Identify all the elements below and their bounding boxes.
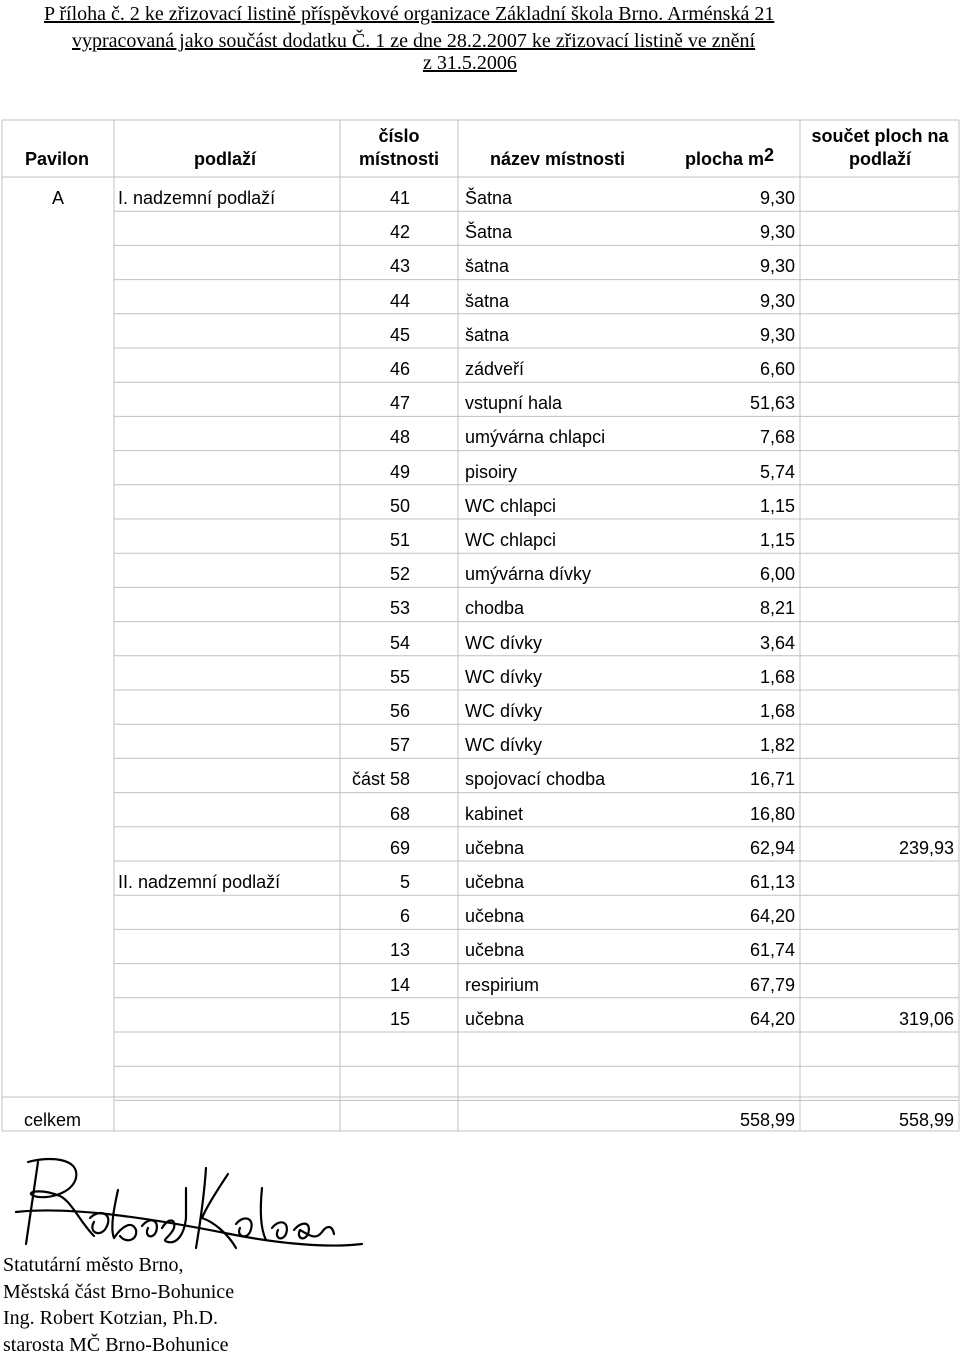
room-area: 61,74	[680, 939, 795, 961]
room-area: 1,68	[680, 666, 795, 688]
room-number: část 58	[300, 768, 410, 790]
room-number: 55	[300, 666, 410, 688]
room-name: chodba	[465, 597, 524, 619]
title-line-2: vypracovaná jako součást dodatku Č. 1 ze dne 28.2.2007 ke zřizovací listině ve znění	[72, 28, 755, 55]
room-number: 54	[300, 632, 410, 654]
room-number: 41	[300, 187, 410, 209]
room-name: zádveří	[465, 358, 524, 380]
room-name: umývárna chlapci	[465, 426, 605, 448]
footer-line-3: Ing. Robert Kotzian, Ph.D.	[3, 1305, 234, 1332]
room-number: 69	[300, 837, 410, 859]
room-area: 9,30	[680, 187, 795, 209]
floor-name: II. nadzemní podlaží	[118, 871, 280, 893]
room-name: respirium	[465, 974, 539, 996]
room-number: 49	[300, 461, 410, 483]
title-line-1: P říloha č. 2 ke zřizovací listině příspěvkové organizace Základní škola Brno. Arménská 21	[44, 1, 774, 28]
room-name: Šatna	[465, 221, 512, 243]
room-number: 44	[300, 290, 410, 312]
header-nazev: název místnosti	[490, 148, 625, 170]
room-name: šatna	[465, 255, 509, 277]
room-name: spojovací chodba	[465, 768, 605, 790]
footer-line-1: Statutární město Brno,	[3, 1252, 234, 1279]
room-name: umývárna dívky	[465, 563, 591, 585]
room-name: učebna	[465, 1008, 524, 1030]
total-soucet: 558,99	[830, 1109, 954, 1131]
room-number: 46	[300, 358, 410, 380]
room-area: 6,60	[680, 358, 795, 380]
room-name: kabinet	[465, 803, 523, 825]
header-soucet-1: součet ploch na	[800, 125, 960, 147]
room-area: 1,15	[680, 529, 795, 551]
room-area: 62,94	[680, 837, 795, 859]
room-area: 7,68	[680, 426, 795, 448]
footer-line-2: Městská část Brno-Bohunice	[3, 1279, 234, 1306]
footer-line-4: starosta MČ Brno-Bohunice	[3, 1332, 234, 1358]
room-area: 61,13	[680, 871, 795, 893]
room-number: 43	[300, 255, 410, 277]
room-name: učebna	[465, 905, 524, 927]
room-area: 51,63	[680, 392, 795, 414]
room-number: 48	[300, 426, 410, 448]
room-name: WC dívky	[465, 700, 542, 722]
room-number: 57	[300, 734, 410, 756]
room-area: 9,30	[680, 324, 795, 346]
room-area: 5,74	[680, 461, 795, 483]
room-area: 1,82	[680, 734, 795, 756]
room-area: 9,30	[680, 290, 795, 312]
room-area: 8,21	[680, 597, 795, 619]
room-area: 1,15	[680, 495, 795, 517]
room-name: WC chlapci	[465, 495, 556, 517]
header-pavilon: Pavilon	[25, 148, 89, 170]
room-name: WC dívky	[465, 734, 542, 756]
room-area: 64,20	[680, 905, 795, 927]
room-area: 9,30	[680, 255, 795, 277]
header-plocha: plocha m2	[685, 148, 774, 170]
room-name: učebna	[465, 837, 524, 859]
room-area: 6,00	[680, 563, 795, 585]
room-number: 56	[300, 700, 410, 722]
room-number: 14	[300, 974, 410, 996]
header-podlazi: podlaží	[194, 148, 256, 170]
pavilon-value: A	[52, 187, 64, 209]
title-line-3: z 31.5.2006	[423, 50, 517, 77]
room-name: šatna	[465, 290, 509, 312]
room-number: 47	[300, 392, 410, 414]
room-name: učebna	[465, 871, 524, 893]
room-number: 45	[300, 324, 410, 346]
room-area: 16,71	[680, 768, 795, 790]
room-number: 68	[300, 803, 410, 825]
floor-area-sum: 239,93	[830, 837, 954, 859]
room-number: 53	[300, 597, 410, 619]
header-cislo-1: číslo	[340, 125, 458, 147]
room-area: 1,68	[680, 700, 795, 722]
room-number: 5	[300, 871, 410, 893]
room-number: 42	[300, 221, 410, 243]
signature-image	[10, 1148, 370, 1266]
room-name: šatna	[465, 324, 509, 346]
room-name: vstupní hala	[465, 392, 562, 414]
room-number: 15	[300, 1008, 410, 1030]
room-area: 67,79	[680, 974, 795, 996]
room-number: 6	[300, 905, 410, 927]
header-cislo-2: místnosti	[340, 148, 458, 170]
room-number: 13	[300, 939, 410, 961]
room-name: WC dívky	[465, 666, 542, 688]
room-name: WC dívky	[465, 632, 542, 654]
room-number: 52	[300, 563, 410, 585]
room-name: Šatna	[465, 187, 512, 209]
room-area: 9,30	[680, 221, 795, 243]
room-name: učebna	[465, 939, 524, 961]
floor-area-sum: 319,06	[830, 1008, 954, 1030]
room-area: 64,20	[680, 1008, 795, 1030]
header-soucet-2: podlaží	[800, 148, 960, 170]
total-plocha: 558,99	[680, 1109, 795, 1131]
room-number: 51	[300, 529, 410, 551]
total-label: celkem	[24, 1109, 81, 1131]
room-area: 3,64	[680, 632, 795, 654]
room-name: WC chlapci	[465, 529, 556, 551]
floor-name: I. nadzemní podlaží	[118, 187, 275, 209]
room-name: pisoiry	[465, 461, 517, 483]
room-number: 50	[300, 495, 410, 517]
room-area: 16,80	[680, 803, 795, 825]
footer-block	[3, 1252, 234, 1358]
